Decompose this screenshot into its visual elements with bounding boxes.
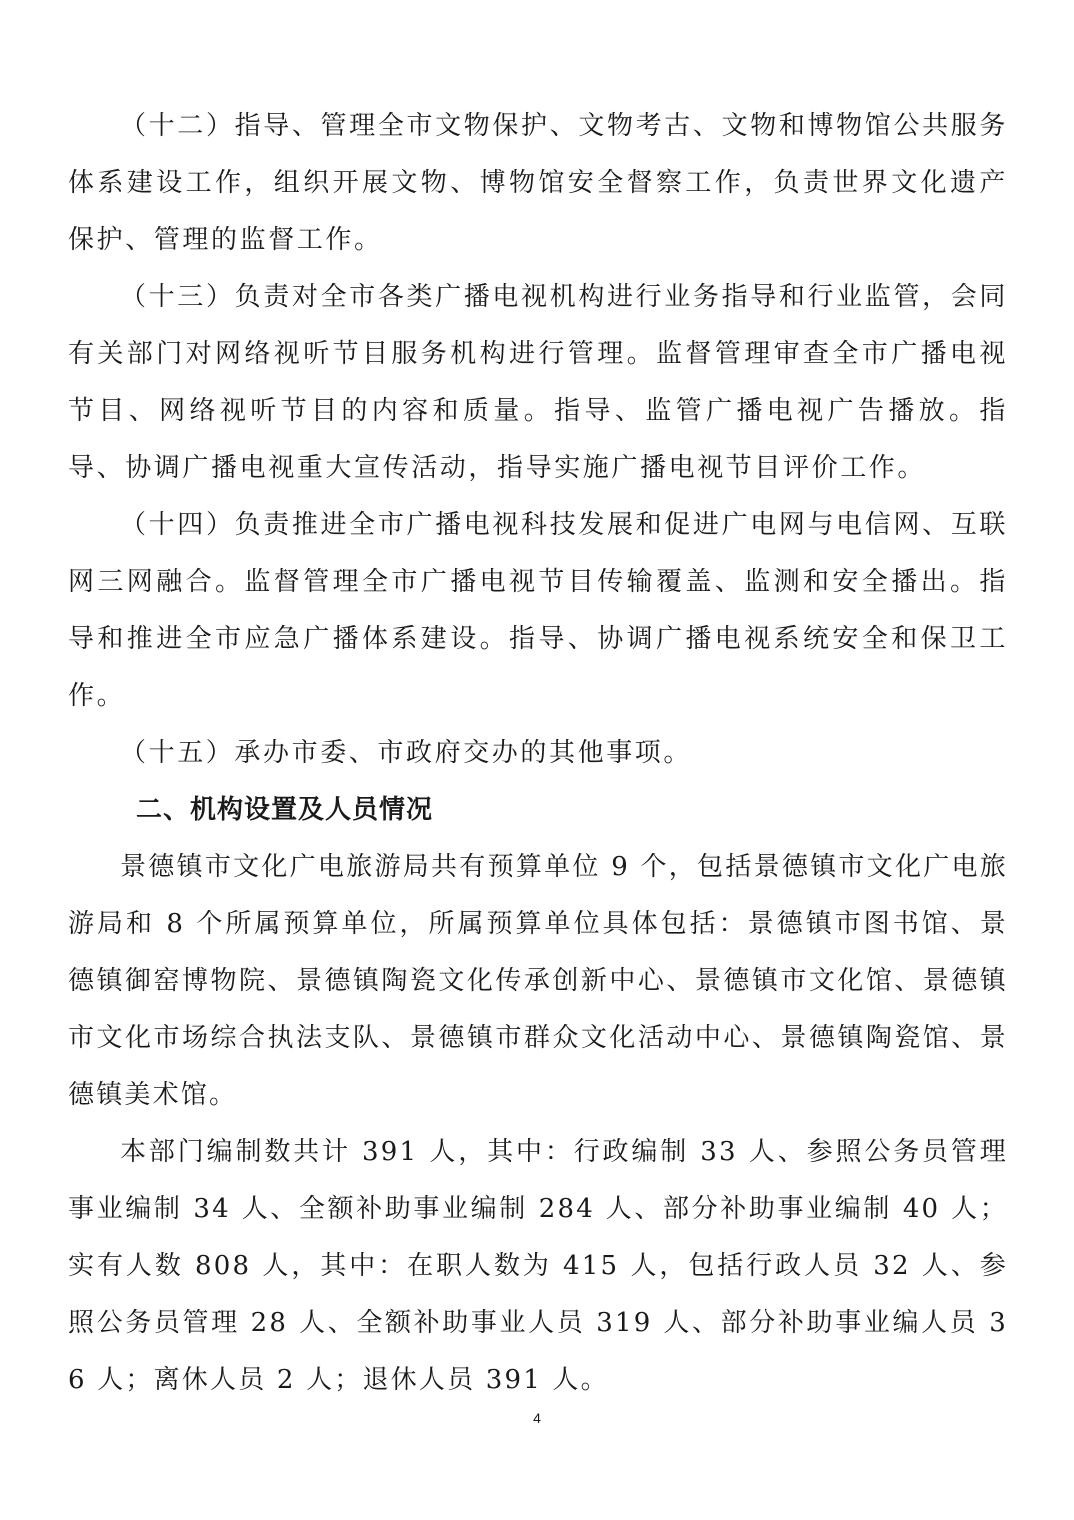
paragraph-budget-units: 景德镇市文化广电旅游局共有预算单位 9 个，包括景德镇市文化广电旅游局和 8 个所属预算单位，所属预算单位具体包括：景德镇市图书馆、景德镇御窑博物院、景德镇陶瓷文化传承创新中心、景德镇市文化馆、景德镇市文化市场综合执法支队、景德镇市群众文化活动中心、景德镇陶瓷馆、景德镇美术馆。	[68, 852, 1008, 1110]
paragraph-item-12: （十二）指导、管理全市文物保护、文物考古、文物和博物馆公共服务体系建设工作，组织开展文物、博物馆安全督察工作，负责世界文化遗产保护、管理的监督工作。	[68, 111, 1008, 255]
paragraph-item-15: （十五）承办市委、市政府交办的其他事项。	[120, 738, 693, 768]
page-number: 4	[533, 1410, 541, 1426]
paragraph-item-13: （十三）负责对全市各类广播电视机构进行业务指导和行业监管，会同有关部门对网络视听节目服务机构进行管理。监督管理审查全市广播电视节目、网络视听节目的内容和质量。指导、监管广播电视广告播放。指导、协调广播电视重大宣传活动，指导实施广播电视节目评价工作。	[68, 282, 1008, 483]
document-body	[68, 98, 1008, 1409]
section-heading-organization: 二、机构设置及人员情况	[136, 795, 434, 825]
paragraph-staffing: 本部门编制数共计 391 人，其中：行政编制 33 人、参照公务员管理事业编制 34 人、全额补助事业编制 284 人、部分补助事业编制 40 人；实有人数 808 人，其中：在职人数为 415 人，包括行政人员 32 人、参照公务员管理 28 人、全额补助事业人员 319 人、部分补助事业编人员 36 人；离休人员 2 人；退休人员 391 人。	[68, 1137, 1008, 1395]
paragraph-item-14: （十四）负责推进全市广播电视科技发展和促进广电网与电信网、互联网三网融合。监督管理全市广播电视节目传输覆盖、监测和安全播出。指导和推进全市应急广播体系建设。指导、协调广播电视系统安全和保卫工作。	[68, 510, 1008, 711]
